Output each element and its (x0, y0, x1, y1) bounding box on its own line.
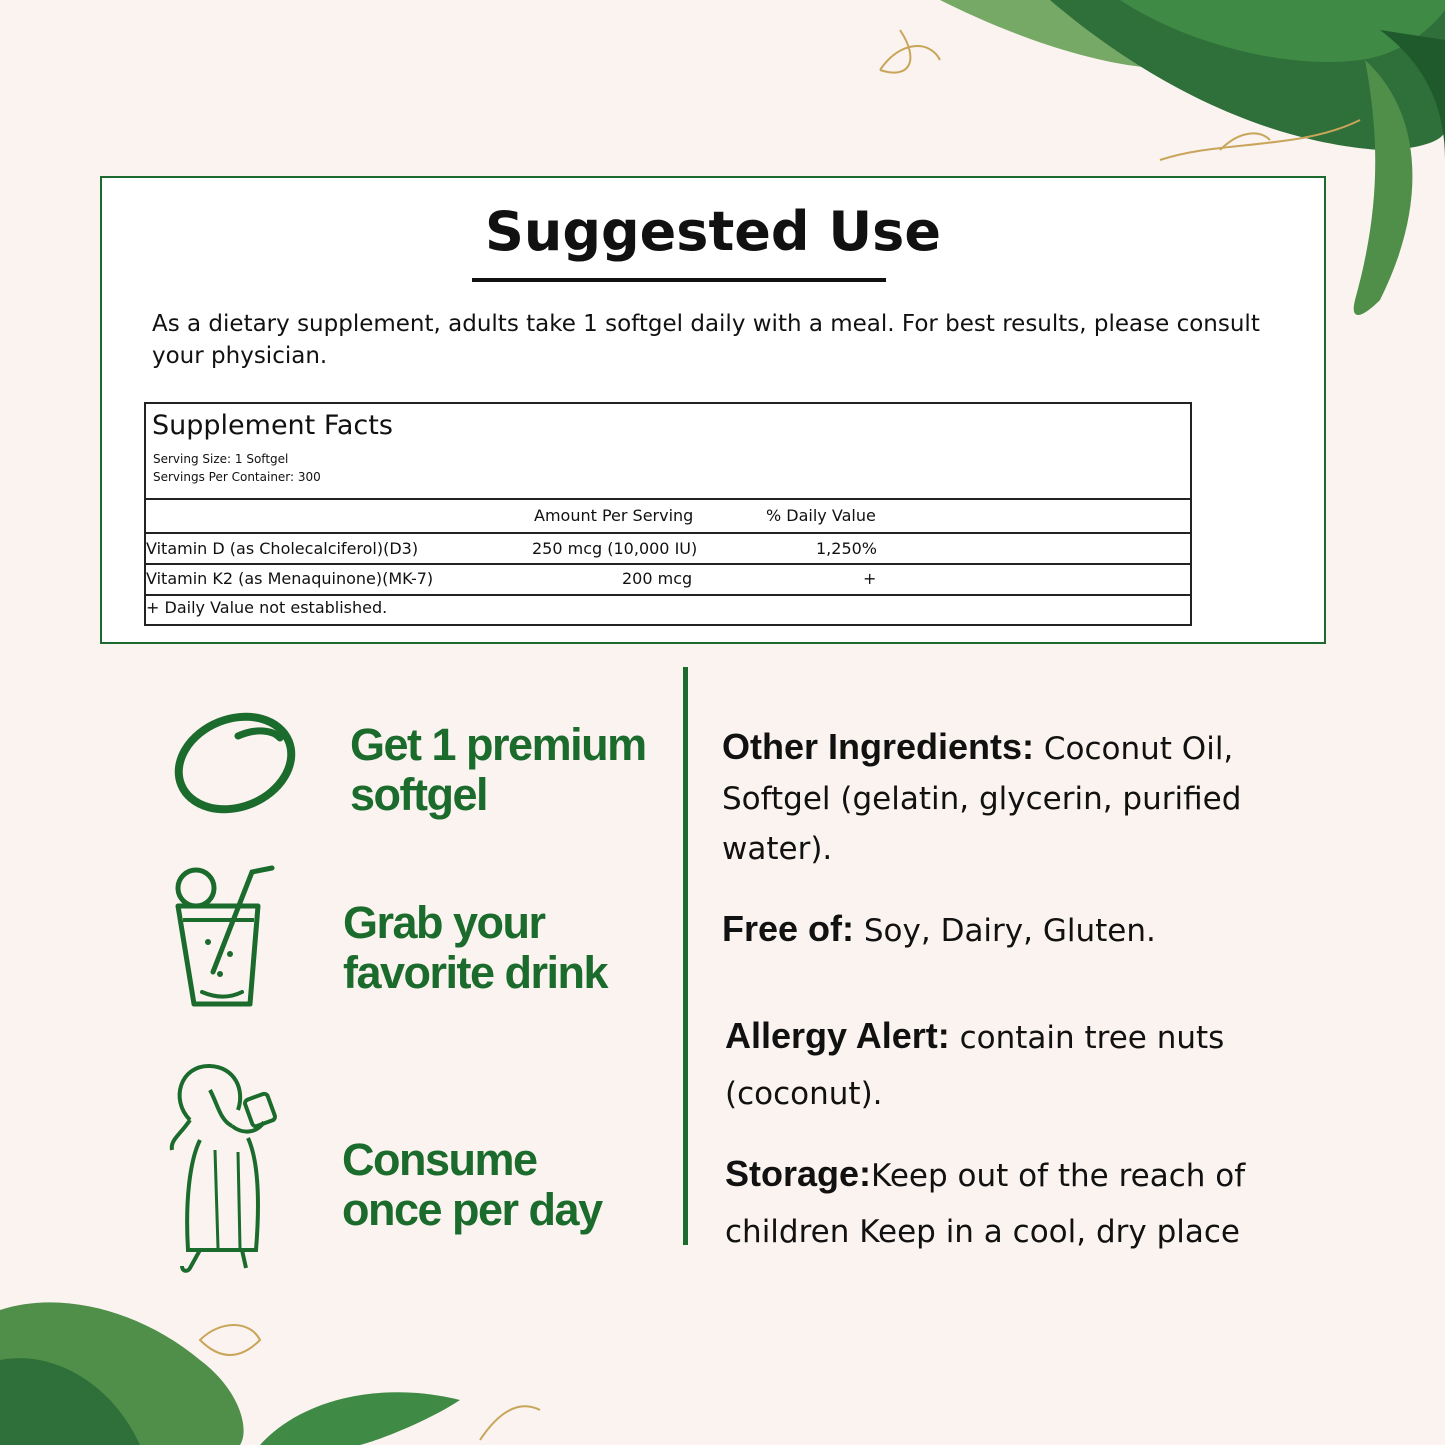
table-divider (146, 532, 1190, 534)
column-header-daily-value: % Daily Value (766, 506, 876, 525)
step-text-line: favorite drink (343, 947, 608, 998)
other-ingredients-value: Coconut Oil, (1034, 731, 1234, 767)
table-row-daily-value: 1,250% (816, 539, 878, 558)
title-underline (472, 278, 886, 282)
serving-size: Serving Size: 1 Softgel (153, 452, 289, 466)
suggested-use-title: Suggested Use (485, 200, 941, 263)
storage (725, 1146, 1425, 1260)
allergy-alert (725, 1008, 1425, 1122)
table-row-name: Vitamin D (as Cholecalciferol)(D3) (146, 539, 419, 558)
vertical-divider (683, 667, 688, 1245)
free-of-label: Free of: (722, 908, 855, 949)
step-softgel-text (350, 720, 646, 820)
table-footnote: + Daily Value not established. (146, 598, 388, 617)
table-divider (146, 563, 1190, 565)
table-divider (146, 594, 1190, 596)
other-ingredients-value: water). (722, 831, 833, 867)
allergy-alert-value: contain tree nuts (949, 1020, 1225, 1056)
storage-label: Storage: (725, 1153, 872, 1194)
table-row-daily-value: + (863, 569, 877, 588)
allergy-alert-label: Allergy Alert: (725, 1015, 950, 1056)
storage-value: Keep out of the reach of (871, 1158, 1246, 1194)
suggested-use-card (100, 176, 1326, 644)
table-row-name: Vitamin K2 (as Menaquinone)(MK-7) (146, 569, 434, 588)
person-drinking-icon (160, 1060, 290, 1275)
storage-value: children Keep in a cool, dry place (725, 1214, 1240, 1250)
other-ingredients (722, 722, 1422, 874)
supplement-facts-title: Supplement Facts (152, 410, 393, 441)
softgel-icon (168, 708, 302, 818)
allergy-alert-value: (coconut). (725, 1076, 883, 1112)
step-text-line: Grab your (343, 897, 545, 948)
leaf-decoration-bottom-left (0, 1280, 600, 1445)
step-consume-text (342, 1135, 602, 1235)
other-ingredients-value: Softgel (gelatin, glycerin, purified (722, 781, 1242, 817)
table-row-amount: 200 mcg (622, 569, 693, 588)
step-text-line: softgel (350, 769, 488, 820)
step-text-line: Consume (342, 1134, 537, 1185)
free-of (722, 904, 1422, 956)
free-of-value: Soy, Dairy, Gluten. (854, 913, 1156, 949)
servings-per-container: Servings Per Container: 300 (153, 470, 321, 484)
drink-glass-icon (168, 862, 278, 1012)
table-row-amount: 250 mcg (10,000 IU) (532, 539, 698, 558)
table-divider (146, 498, 1190, 500)
step-drink-text (343, 898, 607, 998)
step-text-line: Get 1 premium (350, 719, 646, 770)
column-header-amount: Amount Per Serving (534, 506, 694, 525)
supplement-facts-table (144, 402, 1192, 626)
suggested-use-description: As a dietary supplement, adults take 1 softgel daily with a meal. For best results, please consult your physician. (152, 311, 1260, 369)
step-text-line: once per day (342, 1184, 602, 1235)
other-ingredients-label: Other Ingredients: (722, 726, 1035, 767)
